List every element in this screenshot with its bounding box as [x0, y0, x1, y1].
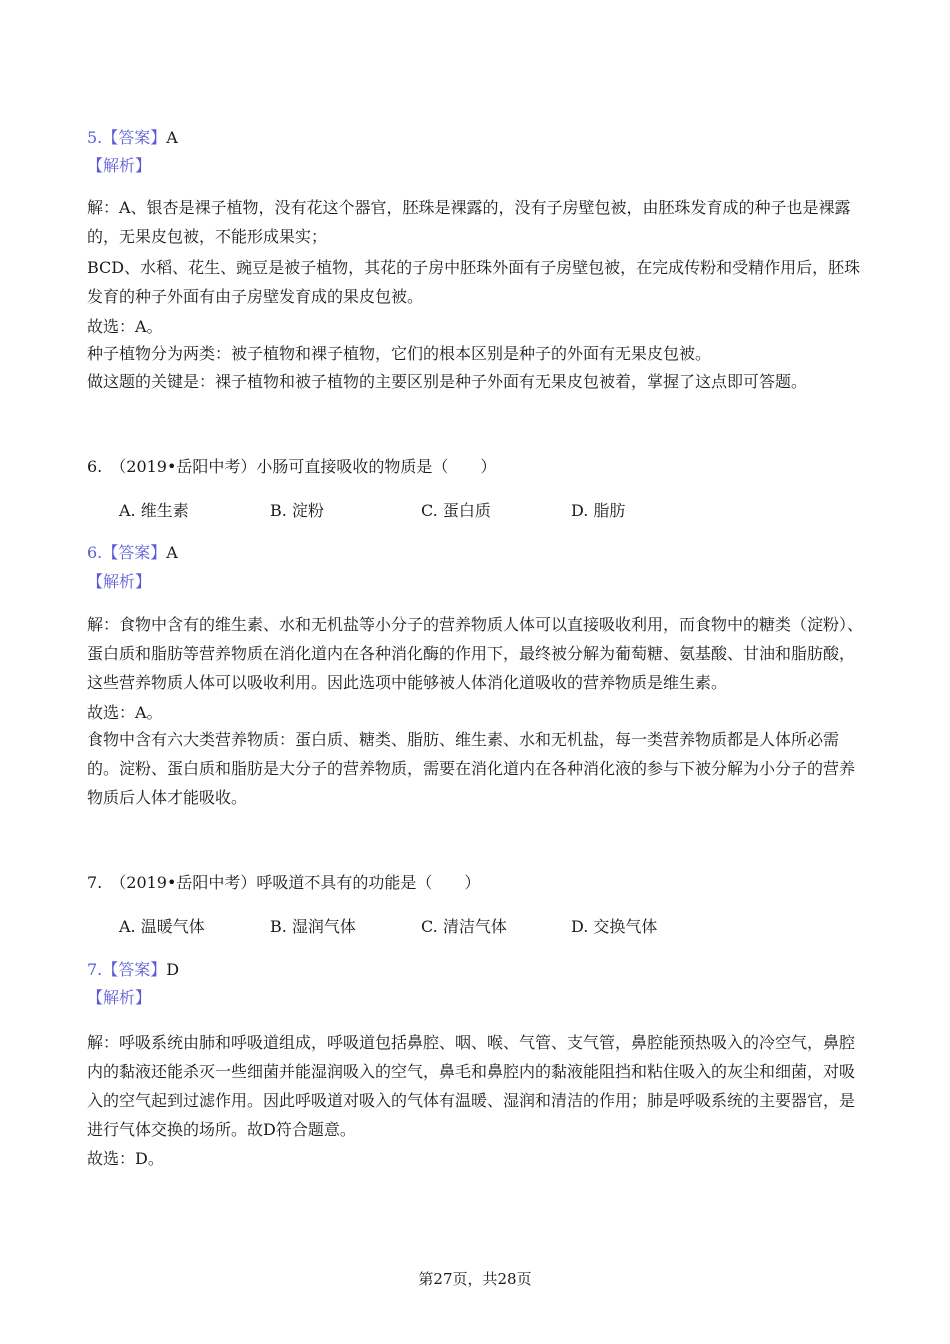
q6-answer-value: A	[166, 543, 178, 562]
q7-option-c: C. 清洁气体	[421, 917, 507, 936]
q6-answer-label: 6.【答案】	[87, 543, 167, 562]
q5-explanation-3: 故选：A。	[87, 317, 163, 336]
q6-analysis-label: 【解析】	[87, 572, 152, 591]
q7-analysis-label: 【解析】	[87, 988, 152, 1007]
q6-answer-heading	[87, 543, 178, 563]
q7-explanation-1: 解：呼吸系统由肺和呼吸道组成，呼吸道包括鼻腔、咽、喉、气管、支气管，鼻腔能预热吸入的冷空气，鼻腔内的黏液还能杀灭一些细菌并能湿润吸入的空气，鼻毛和鼻腔内的黏液能阻挡和粘住吸入的灰尘和细菌，对吸入的空气起到过滤作用。因此呼吸道对吸入的气体有温暖、湿润和清洁的作用；肺是呼吸系统的主要器官，是进行气体交换的场所。故D符合题意。	[87, 1033, 856, 1139]
q7-answer-label: 7.【答案】	[87, 960, 167, 979]
q5-explanation-1: 解：A、银杏是裸子植物，没有花这个器官，胚珠是裸露的，没有子房壁包被，由胚珠发育成的种子也是裸露的，无果皮包被，不能形成果实；	[87, 198, 851, 246]
q5-analysis-label: 【解析】	[87, 156, 152, 175]
q5-explanation-5: 做这题的关键是：裸子植物和被子植物的主要区别是种子外面有无果皮包被着，掌握了这点即可答题。	[87, 372, 808, 391]
q7-answer-value: D	[166, 960, 180, 979]
q5-explanation-4: 种子植物分为两类：被子植物和裸子植物，它们的根本区别是种子的外面有无果皮包被。	[87, 344, 712, 363]
q6-explanation-2: 故选：A。	[87, 703, 163, 722]
q6-explanation-1: 解：食物中含有的维生素、水和无机盐等小分子的营养物质人体可以直接吸收利用，而食物中的糖类（淀粉）、蛋白质和脂肪等营养物质在消化道内在各种消化酶的作用下，最终被分解为葡萄糖、氨基酸、甘油和脂肪酸，这些营养物质人体可以吸收利用。因此选项中能够被人体消化道吸收的营养物质是维生素。	[87, 615, 864, 692]
q6-option-c: C. 蛋白质	[421, 501, 491, 520]
q7-option-a: A. 温暖气体	[119, 917, 205, 936]
page-number-footer: 第27页，共28页	[418, 1270, 532, 1288]
q6-explanation-3: 食物中含有六大类营养物质：蛋白质、糖类、脂肪、维生素、水和无机盐，每一类营养物质都是人体所必需的。淀粉、蛋白质和脂肪是大分子的营养物质，需要在消化道内在各种消化液的参与下被分解为小分子的营养物质后人体才能吸收。	[87, 730, 856, 807]
q5-explanation-2: BCD、水稻、花生、豌豆是被子植物，其花的子房中胚珠外面有子房壁包被，在完成传粉和受精作用后，胚珠发育的种子外面有由子房壁发育成的果皮包被。	[87, 258, 861, 306]
q7-explanation-2: 故选：D。	[87, 1149, 164, 1168]
q6-option-d: D. 脂肪	[571, 501, 626, 520]
q6-question: 6. （2019•岳阳中考）小肠可直接吸收的物质是（ ）	[87, 457, 497, 476]
q7-option-b: B. 湿润气体	[270, 917, 356, 936]
q6-option-a: A. 维生素	[119, 501, 189, 520]
q7-option-d: D. 交换气体	[571, 917, 658, 936]
q5-answer-label: 5.【答案】	[87, 128, 167, 147]
q6-option-b: B. 淀粉	[270, 501, 324, 520]
q5-answer-heading	[87, 128, 178, 148]
q7-question: 7. （2019•岳阳中考）呼吸道不具有的功能是（ ）	[87, 873, 481, 892]
q5-answer-value: A	[166, 128, 178, 147]
q7-answer-heading	[87, 960, 179, 980]
